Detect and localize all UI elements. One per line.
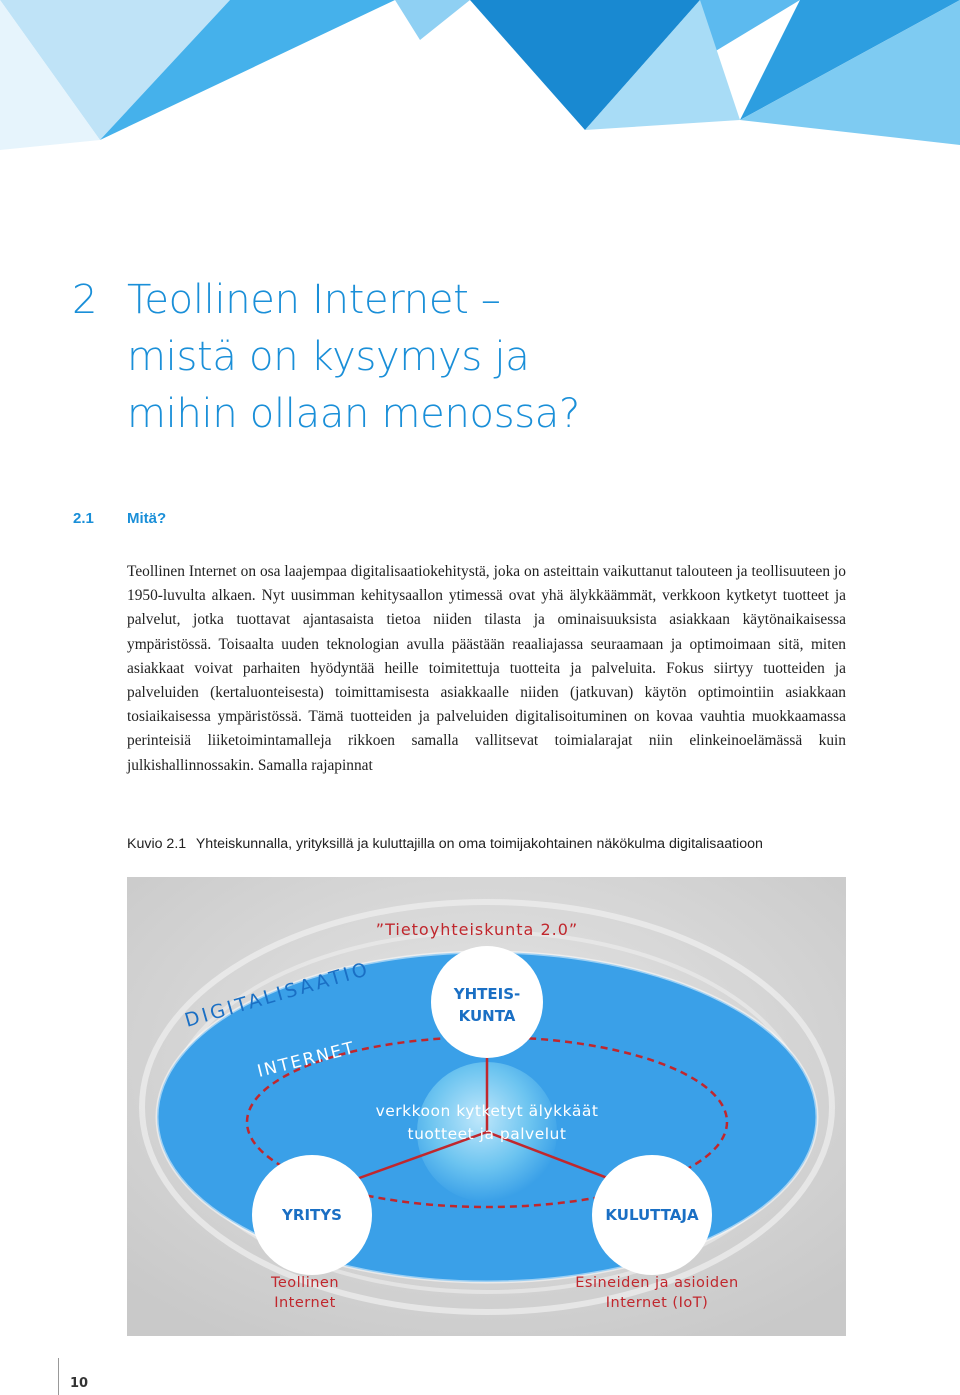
chapter-title-line: Teollinen Internet – [127, 277, 501, 323]
chapter-number: 2 [72, 277, 98, 323]
iot-label-line2: Internet (IoT) [605, 1295, 709, 1311]
banner-triangle [395, 0, 470, 40]
chapter-title-line: mistä on kysymys ja [127, 334, 530, 380]
iot-label-line1: Esineiden ja asioiden [575, 1275, 739, 1291]
yritys-label: YRITYS [282, 1206, 342, 1224]
section-number: 2.1 [73, 510, 94, 527]
center-label-line1: verkkoon kytketyt älykkäät [375, 1102, 599, 1120]
teollinen-internet-line2: Internet [274, 1295, 336, 1311]
figure-caption [127, 836, 867, 852]
internet-label: INTERNET [255, 1038, 358, 1082]
page-number-rule [58, 1358, 59, 1395]
figure-caption-number: Kuvio 2.1 [127, 836, 187, 852]
chapter-title-line: mihin ollaan menossa? [127, 391, 580, 437]
yhteiskunta-label-line2: KUNTA [458, 1007, 516, 1025]
section-title: Mitä? [127, 510, 167, 527]
body-paragraph: Teollinen Internet on osa laajempaa digitalisaatiokehitystä, joka on asteittain vaikuttanut talouteen ja teollisuuteen jo 1950-luvulta alkaen. Nyt uusimman kehitysaallon ytimessä ovat yhä älykkäämmät, verkkoon kytketyt tuotteet ja palvelut, jotka tuottavat ajantasaista tietoa niiden tilasta ja ominaisuuksista asiakkaan käytönaikaisessa ympäristössä. Toisaalta uuden teknologian avulla päästään reaaliajassa seuraamaan ja optimoimaan sitä, miten asiakkaat voivat parhaiten hyödyntää heille toimitettuja tuotteita ja palveluita. Fokus siirtyy tuotteiden ja palveluiden (kertaluonteisesta) toimittamisesta asiakkaalle niiden (jatkuvan) käytön optimointiin asiakkaan tosiaikaisessa ympäristössä. Tämä tuotteiden ja palveluiden digitalisoituminen on kovaa vauhtia muokkaamassa perinteisiä liiketoimintamalleja rikkoen samalla vallitsevat toimialarajat niin elinkeinoelämässä kuin julkishallinnossakin. Samalla rajapinnat [127, 563, 846, 774]
body-text [127, 560, 846, 778]
digitalisaatio-label: DIGITALISAATIO [182, 957, 373, 1032]
center-label-line2: tuotteet ja palvelut [407, 1125, 567, 1143]
figure-caption-text: Yhteiskunnalla, yrityksillä ja kuluttajilla on oma toimijakohtainen näkökulma digitalisaatioon [195, 836, 763, 852]
tietoyhteiskunta-label: ”Tietoyhteiskunta 2.0” [375, 920, 579, 939]
triangle-banner [0, 0, 960, 150]
kuluttaja-label: KULUTTAJA [605, 1206, 699, 1224]
yhteiskunta-label-line1: YHTEIS- [453, 985, 521, 1003]
teollinen-internet-line1: Teollinen [270, 1275, 340, 1291]
digitalisation-diagram [127, 877, 846, 1336]
page-number: 10 [70, 1376, 89, 1391]
